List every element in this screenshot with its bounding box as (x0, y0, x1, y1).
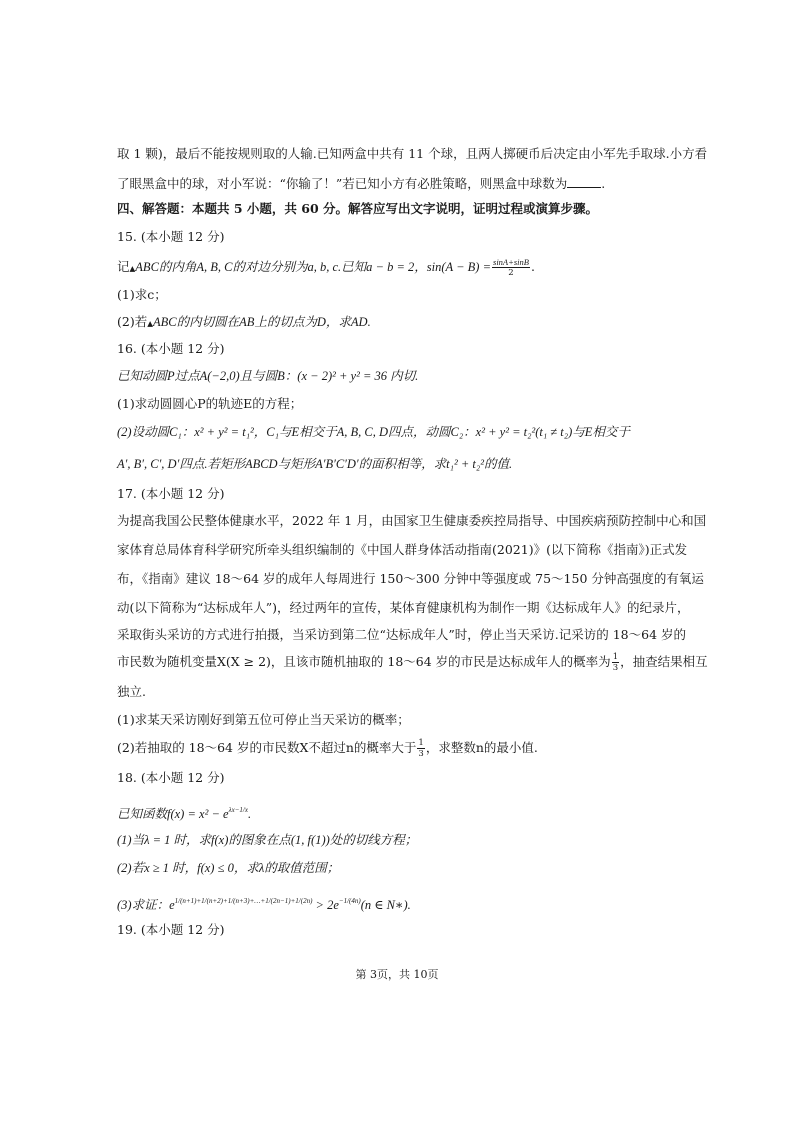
triangle-icon: ▲ (129, 264, 136, 273)
q17-part-2 (117, 738, 538, 759)
page-footer: 第 3页，共 10页 (355, 968, 439, 981)
q15-p2-prefix: (2)若 (117, 314, 148, 329)
intro-line-2 (117, 175, 605, 192)
q18-stem-text: 已知函数f(x) = x² − e (117, 807, 229, 821)
q17-line-5: 采取街头采访的方式进行拍摄，当采访到第二位“达标成年人”时，停止当天采访.记采访的 18～64 岁的 (117, 627, 687, 642)
q15-frac-den: 2 (508, 268, 514, 278)
q19-header: 19. (本小题 12 分) (117, 922, 225, 937)
q16-part-2-line-1: (2)设动圆C₁：x² + y² = t₁²，C₁与E相交于A, B, C, D四点，动圆C₂：x² + y² = t₂²(t₁ ≠ t₂)与E相交于 (117, 425, 630, 439)
q18-stem-end: . (247, 807, 252, 821)
q17-p2-num: 1 (418, 738, 424, 748)
q18-p3-exponent-2: −1/(4n) (338, 897, 361, 905)
q18-stem-exponent: λx−1/x (228, 806, 248, 814)
q17-part-2-text: (2)若抽取的 18～64 岁的市民数X不超过n的概率大于 (117, 740, 417, 755)
q17-line-3: 布，《指南》建议 18～64 岁的成年人每周进行 150～300 分钟中等强度或 75～150 分钟高强度的有氧运 (117, 571, 704, 586)
q17-prob-den: 3 (612, 663, 619, 673)
answer-blank (567, 175, 601, 188)
q17-line-6-text: 市民数为随机变量X(X ≥ 2)，且该市随机抽取的 18～64 岁的市民是达标成年人的概率为 (117, 654, 611, 669)
q17-prob-num: 1 (612, 652, 619, 662)
q15-stem (117, 257, 535, 278)
q15-part-2 (117, 314, 371, 332)
q15-stem-prefix: 记 (117, 259, 130, 274)
q15-p2-body: ABC的内切圆在AB上的切点为D，求AD. (153, 315, 371, 329)
q18-p3-end: (n ∈ N∗). (360, 898, 411, 912)
q17-p2-den: 3 (418, 749, 424, 759)
q17-part-1: (1)求某天采访刚好到第五位可停止当天采访的概率； (117, 712, 410, 727)
q17-part-2-fraction (417, 738, 424, 759)
q15-fraction (492, 257, 530, 278)
q17-line-7: 独立. (117, 684, 146, 699)
q18-part-3 (117, 893, 411, 913)
section-4-heading: 四、解答题：本题共 5 小题，共 60 分。解答应写出文字说明，证明过程或演算步骤。 (117, 201, 599, 216)
q17-part-2-end: ，求整数n的最小值. (425, 740, 538, 755)
q18-header: 18. (本小题 12 分) (117, 770, 225, 785)
q15-frac-num: sinA+sinB (493, 257, 529, 267)
q17-header: 17. (本小题 12 分) (117, 486, 225, 501)
q17-prob-fraction (612, 652, 619, 673)
q18-p3-prefix: (3)求证：e (117, 898, 175, 912)
q15-stem-body: ABC的内角A, B, C的对边分别为a, b, c.已知a − b = 2，sin(A − B) = (135, 260, 492, 274)
intro-line-2-text: 了眼黑盒中的球，对小军说：“你输了！”若已知小方有必胜策略，则黑盒中球数为 (117, 176, 568, 191)
q16-header: 16. (本小题 12 分) (117, 341, 225, 356)
q15-part-1: (1)求c； (117, 287, 167, 302)
triangle-icon: ▲ (147, 319, 153, 328)
q17-line-6-end: ，抽查结果相互 (620, 654, 708, 669)
q18-p3-mid: > 2e (312, 898, 339, 912)
q17-line-4: 动(以下简称为“达标成年人”)，经过两年的宣传，某体育健康机构为制作一期《达标成年人》的纪录片， (117, 600, 690, 615)
q15-stem-end: . (530, 259, 535, 274)
q18-p3-exponent: 1/(n+1)+1/(n+2)+1/(n+3)+…+1/(2n−1)+1/(2n) (174, 897, 313, 905)
q16-stem: 已知动圆P过点A(−2,0)且与圆B：(x − 2)² + y² = 36 内切. (117, 369, 419, 383)
intro-line-1: 取 1 颗)，最后不能按规则取的人输.已知两盒中共有 11 个球，且两人掷硬币后决定由小军先手取球.小方看 (117, 146, 708, 161)
intro-line-2-end: . (601, 176, 606, 191)
q16-part-2-line-2: A′, B′, C′, D′四点.若矩形ABCD与矩形A′B′C′D′的面积相等，求t₁² + t₂²的值. (117, 457, 513, 471)
q18-part-1: (1)当λ = 1 时，求f(x)的图象在点(1, f(1))处的切线方程； (117, 833, 418, 847)
q16-part-1: (1)求动圆圆心P的轨迹E的方程； (117, 396, 303, 411)
q15-header: 15. (本小题 12 分) (117, 229, 225, 244)
q17-line-6 (117, 652, 708, 673)
q18-stem (117, 802, 251, 822)
q18-part-2: (2)若x ≥ 1 时，f(x) ≤ 0，求λ的取值范围； (117, 861, 340, 875)
q17-line-2: 家体育总局体育科学研究所牵头组织编制的《中国人群身体活动指南(2021)》(以下简称《指南》)正式发 (117, 542, 688, 557)
q17-line-1: 为提高我国公民整体健康水平，2022 年 1 月，由国家卫生健康委疾控局指导、中国疾病预防控制中心和国 (117, 513, 707, 528)
